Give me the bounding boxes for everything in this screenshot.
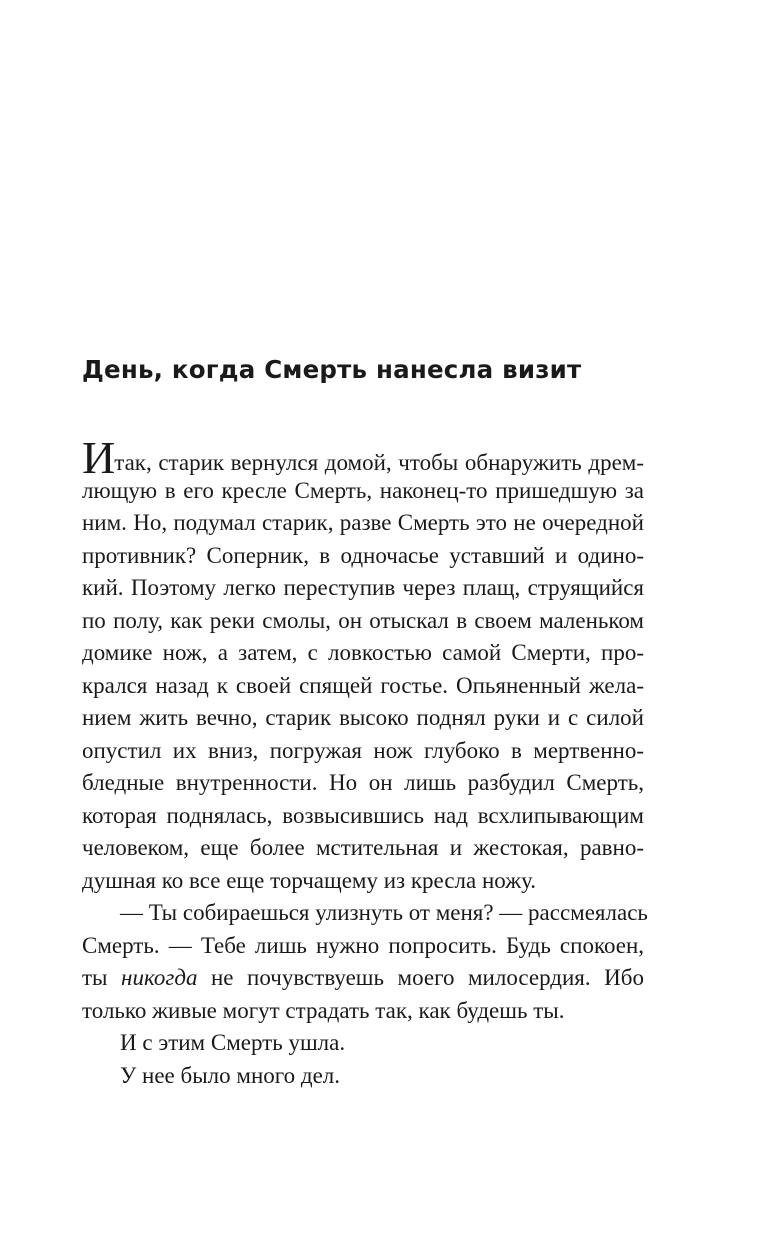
text-line-17-end: не почувствуешь моего милосердия. Ибо (197, 965, 644, 990)
text-line-18: только живые могут страдать так, как будешь ты. (82, 997, 565, 1023)
text-line-15: — Ты собираешься улизнуть от меня? — рассмеялась (120, 900, 648, 925)
chapter-title: День, когда Смерть нанесла визит (82, 355, 582, 384)
text-line-19: И с этим Смерть ушла. (120, 1030, 346, 1055)
text-line-5: кий. Поэтому легко переступив через плащ, струящийся (82, 575, 644, 600)
text-line-4: противник? Соперник, в одночасье уставший и одино- (82, 542, 644, 568)
text-line-2: лющую в его кресле Смерть, наконец-то пришедшую за (82, 477, 644, 503)
text-line-14: душная ко все еще торчащему из кресла ножу. (82, 867, 537, 893)
text-line-17-start: ты (82, 965, 122, 990)
text-line-11: бледные внутренности. Но он лишь разбудил Смерть, (82, 770, 644, 795)
text-line-6: по полу, как реки смолы, он отыскал в своем маленьком (82, 607, 644, 633)
story-text (82, 432, 648, 1092)
text-line-16: Смерть. — Тебе лишь нужно попросить. Будь спокоен, (82, 932, 644, 958)
text-line-17 (82, 962, 644, 995)
text-line-1 (82, 432, 644, 483)
text-line-13: человеком, еще более мстительная и жестокая, равно- (82, 835, 644, 860)
italic-word: никогда (121, 965, 198, 990)
drop-cap: И (82, 432, 115, 483)
text-line-12: которая поднялась, возвысившись над всхлипывающим (82, 802, 644, 828)
text-line-8: крался назад к своей спящей гостье. Опьяненный жела- (82, 672, 644, 698)
text-line-1-rest: так, старик вернулся домой, чтобы обнаружить дрем- (114, 450, 644, 475)
text-line-10: опустил их вниз, погружая нож глубоко в мертвенно- (82, 737, 644, 763)
text-line-7: домике нож, а затем, с ловкостью самой Смерти, про- (82, 640, 644, 665)
text-line-3: ним. Но, подумал старик, разве Смерть это не очередной (82, 510, 644, 535)
text-line-9: нием жить вечно, старик высоко поднял руки и с силой (82, 705, 644, 730)
text-line-20: У нее было много дел. (120, 1062, 341, 1088)
